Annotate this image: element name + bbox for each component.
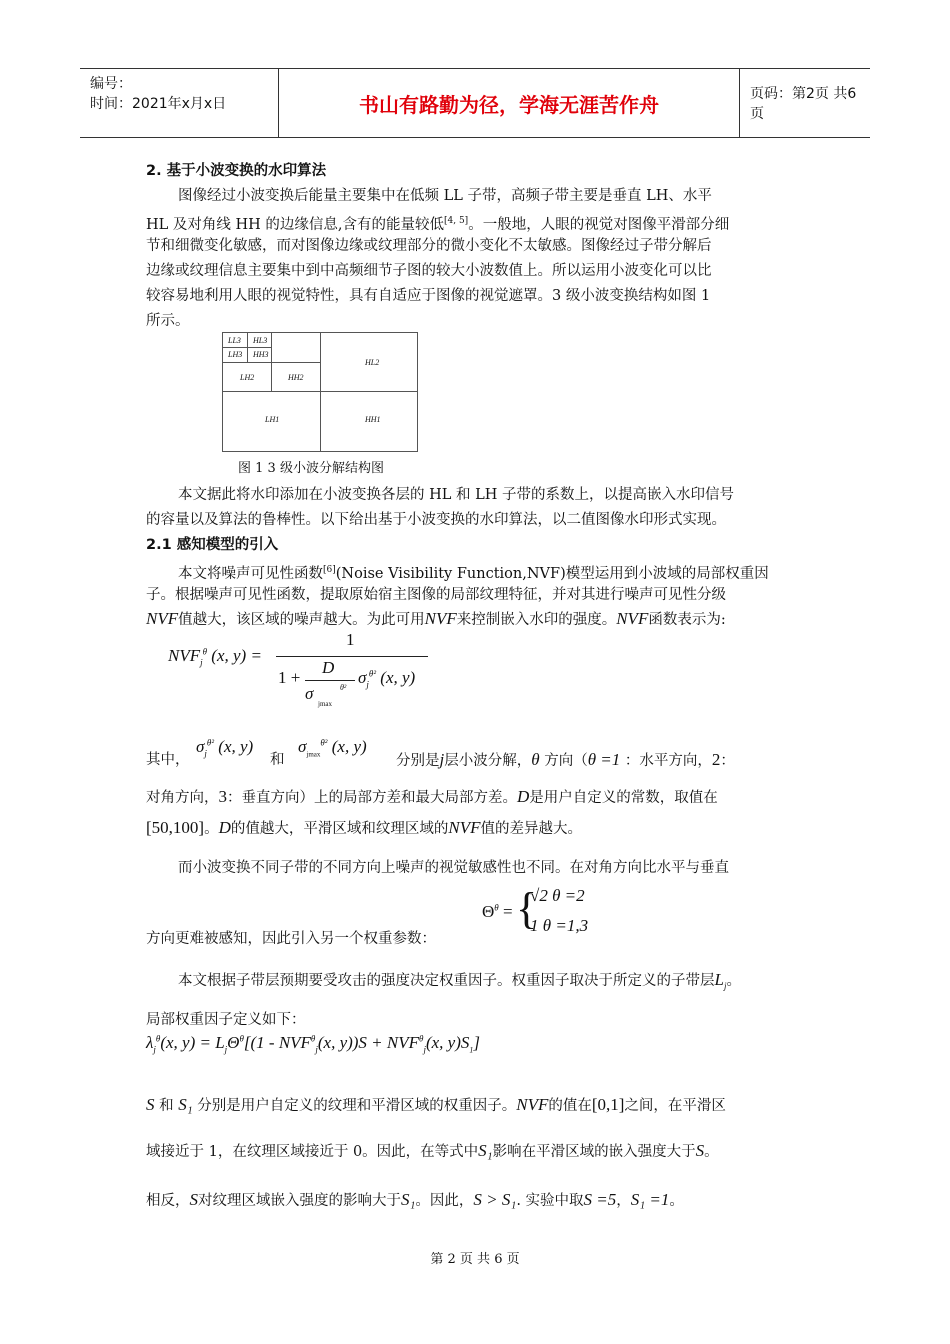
label-ll3: LL3: [228, 336, 241, 345]
subsection-title: 2.1 感知模型的引入: [146, 537, 279, 553]
citation-4-5: [4, 5]: [444, 216, 469, 226]
para2-line2: 的容量以及算法的鲁棒性。以下给出基于小波变换的水印算法，以二值图像水印形式实现。: [146, 512, 726, 528]
label-hh3: HH3: [253, 350, 269, 359]
para6-line1: 本文根据子带层预期要受攻击的强度决定权重因子。权重因子取决于所定义的子带层$L_j$。: [178, 970, 741, 991]
page-header: [80, 68, 870, 138]
label-lh3: LH3: [228, 350, 243, 359]
para7-line1: S 和 S₁ 分别是用户自定义的纹理和平滑区域的权重因子。NVF的值在[0,1]之间，在平滑区: [146, 1095, 726, 1114]
time-label: 时间：2021年x月x日: [90, 96, 227, 112]
para4-line2: 对角方向，3：垂直方向）上的局部方差和最大局部方差。D是用户自定义的常数，取值在: [146, 787, 718, 806]
para2-line1: 本文据此将水印添加在小波变换各层的 HL 和 LH 子带的系数上，以提高嵌入水印信号: [178, 487, 734, 503]
para1-line2: HL 及对角线 HH 的边缘信息,含有的能量较低[4, 5]。一般地，人眼的视觉对图像平滑部分细: [146, 216, 730, 233]
para5-line1: 而小波变换不同子带的不同方向上噪声的视觉敏感性也不同。在对角方向比水平与垂直: [178, 860, 729, 876]
para4-line1: 其中，: [146, 752, 190, 768]
para4-line1-end: 分别是j层小波分解，θ 方向（θ =1 ：水平方向，2：: [396, 750, 735, 769]
wavelet-decomposition-figure: [222, 332, 418, 452]
header-motto: 书山有路勤为径，学海无涯苦作舟: [278, 69, 740, 137]
equation-lambda: $\lambda_j^\theta(x$, $y) = L_j\Theta^\theta[(1 - NVF^\theta_j(x$, $y))S + NVF^\theta_j(x$, $y)S_1$]: [146, 1033, 480, 1055]
para4-line3: [50,100]。D的值越大，平滑区域和纹理区域的NVF值的差异越大。: [146, 818, 582, 837]
label-hl3: HL3: [253, 336, 268, 345]
label-lh1: LH1: [265, 415, 280, 424]
header-meta: [80, 69, 275, 137]
citation-6: [6]: [323, 565, 336, 575]
para7-line3: 相反，S对纹理区域嵌入强度的影响大于S₁。因此，S > S₁. 实验中取S =5，S₁ =1。: [146, 1190, 684, 1209]
header-page-info: 页码：第2页 共6页: [750, 86, 857, 122]
sigma-j: $\sigma_j^{\theta^2}$ (x, y): [196, 737, 254, 759]
para3-line1: 本文将噪声可见性函数[6](Noise Visibility Function,NVF)模型运用到小波域的局部权重因: [178, 565, 769, 582]
section-title: 2. 基于小波变换的水印算法: [146, 163, 327, 179]
para7-line2: 域接近于 1，在纹理区域接近于 0。因此，在等式中S₁影响在平滑区域的嵌入强度大于S。: [146, 1141, 719, 1160]
label-hh2: HH2: [288, 373, 304, 382]
para6-line2: 局部权重因子定义如下：: [146, 1012, 306, 1028]
serial-label: 编号：: [90, 76, 132, 92]
para1-line1: 图像经过小波变换后能量主要集中在低频 LL 子带，高频子带主要是垂直 LH、水平: [178, 188, 712, 204]
para1-line6: 所示。: [146, 313, 190, 329]
para1-line4: 边缘或纹理信息主要集中到中高频细节子图的较大小波数值上。所以运用小波变化可以比: [146, 263, 712, 279]
label-hl2: HL2: [365, 358, 380, 367]
para1-line5: 较容易地利用人眼的视觉特性，具有自适应于图像的视觉遮罩。3 级小波变换结构如图 1: [146, 288, 711, 304]
para4-and: 和: [270, 752, 285, 768]
label-lh2: LH2: [240, 373, 255, 382]
label-hh1: HH1: [365, 415, 381, 424]
para3-line2: 子。根据噪声可见性函数，提取原始宿主图像的局部纹理特征，并对其进行噪声可见性分级: [146, 587, 726, 603]
sigma-jmax: $\sigma_{jmax}^{\theta^2}$ (x, y): [298, 737, 367, 759]
para3-line3: NVF值越大，该区域的噪声越大。为此可用NVF来控制嵌入水印的强度。NVF函数表示为:: [146, 609, 726, 628]
figure-caption: 图 1 3 级小波分解结构图: [238, 461, 384, 476]
page-footer: 第 2 页 共 6 页: [430, 1252, 520, 1267]
para5-line2: 方向更难被感知，因此引入另一个权重参数：: [146, 931, 436, 947]
para1-line3: 节和细微变化敏感，而对图像边缘或纹理部分的微小变化不太敏感。图像经过子带分解后: [146, 238, 712, 254]
